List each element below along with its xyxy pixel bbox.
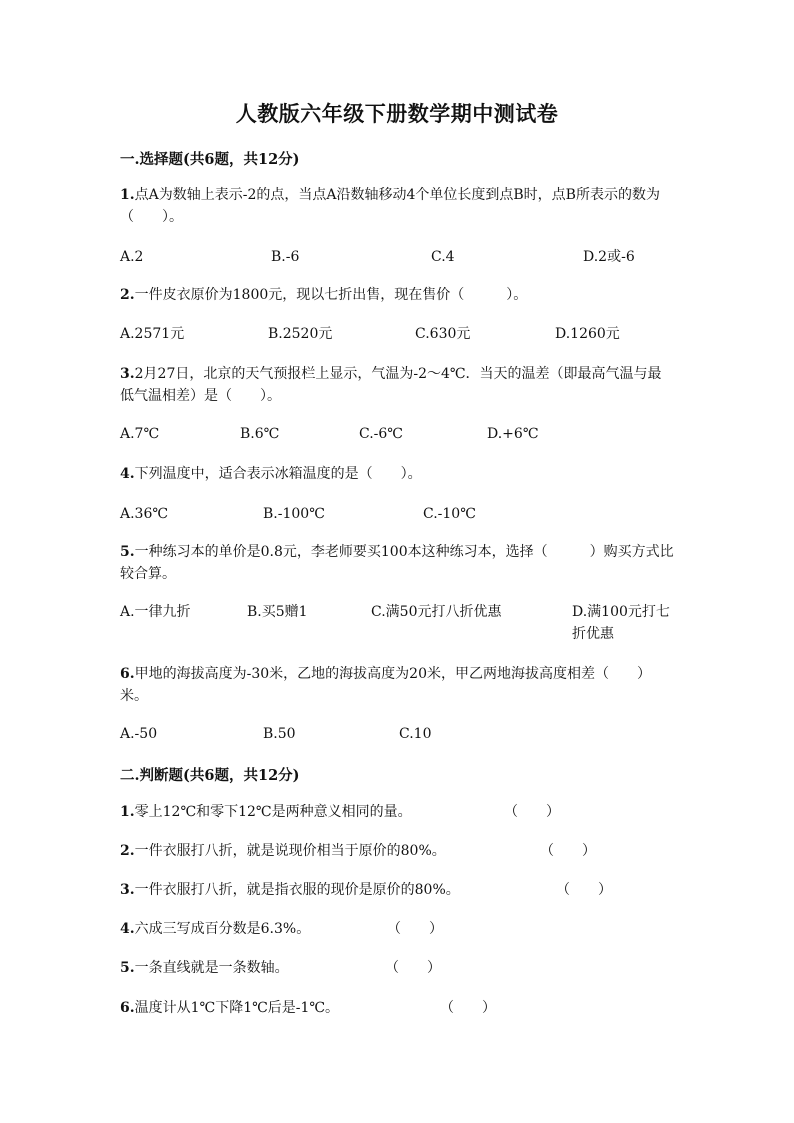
option-a[interactable]: A.一律九折 xyxy=(120,604,191,620)
page-title: 人教版六年级下册数学期中测试卷 xyxy=(235,101,559,126)
answer-bracket[interactable]: （ ） xyxy=(385,960,441,976)
option-d-text: D.满100元打七折优惠 xyxy=(572,604,670,642)
option-c[interactable]: C.4 xyxy=(431,249,455,265)
judge-question-2 xyxy=(120,840,596,862)
choice-options-2 xyxy=(120,323,680,345)
question-number: 2. xyxy=(120,843,135,859)
option-a[interactable]: A.2571元 xyxy=(120,326,185,342)
question-text: 甲地的海拔高度为-30米，乙地的海拔高度为20米，甲乙两地海拔高度相差（ ）米。 xyxy=(120,666,651,704)
judge-question-6 xyxy=(120,997,496,1019)
choice-options-4 xyxy=(120,503,680,525)
section-heading-judge: 二.判断题(共6题，共12分) xyxy=(120,767,300,784)
question-number: 4. xyxy=(120,921,135,937)
choice-options-6 xyxy=(120,723,680,745)
question-text: 六成三写成百分数是6.3%。 xyxy=(134,921,311,937)
judge-question-4 xyxy=(120,918,443,940)
question-text: 零上12℃和零下12℃是两种意义相同的量。 xyxy=(134,804,412,820)
option-c[interactable]: C.满50元打八折优惠 xyxy=(371,604,502,620)
question-number: 6. xyxy=(120,666,135,682)
option-b[interactable]: B.6℃ xyxy=(240,426,280,442)
question-text: 一条直线就是一条数轴。 xyxy=(134,960,289,976)
question-text: 温度计从1℃下降1℃后是-1℃。 xyxy=(134,1000,340,1016)
question-number: 1. xyxy=(120,804,135,820)
judge-question-3 xyxy=(120,879,612,901)
question-text: 点A为数轴上表示-2的点，当点A沿数轴移动4个单位长度到点B时，点B所表示的数为（ ）。 xyxy=(120,187,660,225)
option-a[interactable]: A.-50 xyxy=(120,726,158,742)
question-text: 一件衣服打八折，就是指衣服的现价是原价的80%。 xyxy=(134,882,460,898)
answer-bracket[interactable]: （ ） xyxy=(556,882,612,898)
question-number: 5. xyxy=(120,960,135,976)
question-number: 5. xyxy=(120,544,135,560)
judge-question-1 xyxy=(120,801,560,823)
option-d[interactable]: D.+6℃ xyxy=(487,426,539,442)
judge-question-5 xyxy=(120,957,441,979)
question-text: 2月27日，北京的天气预报栏上显示，气温为-2～4℃．当天的温差（即最高气温与最低气温相差）是（ ）。 xyxy=(120,366,662,404)
question-number: 1. xyxy=(120,187,135,203)
choice-question-5 xyxy=(120,541,675,585)
option-c[interactable]: C.-6℃ xyxy=(359,426,403,442)
question-text: 一种练习本的单价是0.8元，李老师要买100本这种练习本，选择（ ）购买方式比较合算。 xyxy=(120,544,674,582)
choice-options-5 xyxy=(120,601,680,645)
answer-bracket[interactable]: （ ） xyxy=(387,921,443,937)
answer-bracket[interactable]: （ ） xyxy=(440,1000,496,1016)
option-b[interactable]: B.-100℃ xyxy=(263,506,325,522)
option-d[interactable]: D.1260元 xyxy=(555,326,620,342)
question-number: 6. xyxy=(120,1000,135,1016)
choice-question-4 xyxy=(120,463,675,485)
answer-bracket[interactable]: （ ） xyxy=(540,843,596,859)
option-c[interactable]: C.630元 xyxy=(415,326,471,342)
option-a[interactable]: A.2 xyxy=(120,249,144,265)
answer-bracket[interactable]: （ ） xyxy=(504,804,560,820)
choice-question-6 xyxy=(120,663,675,707)
question-number: 3. xyxy=(120,882,135,898)
choice-options-3 xyxy=(120,423,680,445)
option-b[interactable]: B.50 xyxy=(263,726,296,742)
choice-question-3 xyxy=(120,363,675,407)
option-b[interactable]: B.-6 xyxy=(271,249,300,265)
option-a[interactable]: A.7℃ xyxy=(120,426,160,442)
question-text: 一件衣服打八折，就是说现价相当于原价的80%。 xyxy=(134,843,446,859)
choice-question-1 xyxy=(120,184,675,228)
section-heading-choice: 一.选择题(共6题，共12分) xyxy=(120,151,300,168)
choice-options-1 xyxy=(120,246,680,268)
option-b[interactable]: B.买5赠1 xyxy=(247,604,308,620)
choice-question-2 xyxy=(120,284,675,306)
option-d[interactable]: D.2或-6 xyxy=(583,249,635,265)
question-text: 一件皮衣原价为1800元，现以七折出售，现在售价（ ）。 xyxy=(134,287,528,303)
option-c[interactable]: C.-10℃ xyxy=(423,506,476,522)
option-b[interactable]: B.2520元 xyxy=(268,326,333,342)
question-number: 2. xyxy=(120,287,135,303)
question-text: 下列温度中，适合表示冰箱温度的是（ ）。 xyxy=(134,466,422,482)
question-number: 4. xyxy=(120,466,135,482)
question-number: 3. xyxy=(120,366,135,382)
option-c[interactable]: C.10 xyxy=(399,726,432,742)
option-a[interactable]: A.36℃ xyxy=(120,506,169,522)
option-d[interactable] xyxy=(572,601,672,645)
